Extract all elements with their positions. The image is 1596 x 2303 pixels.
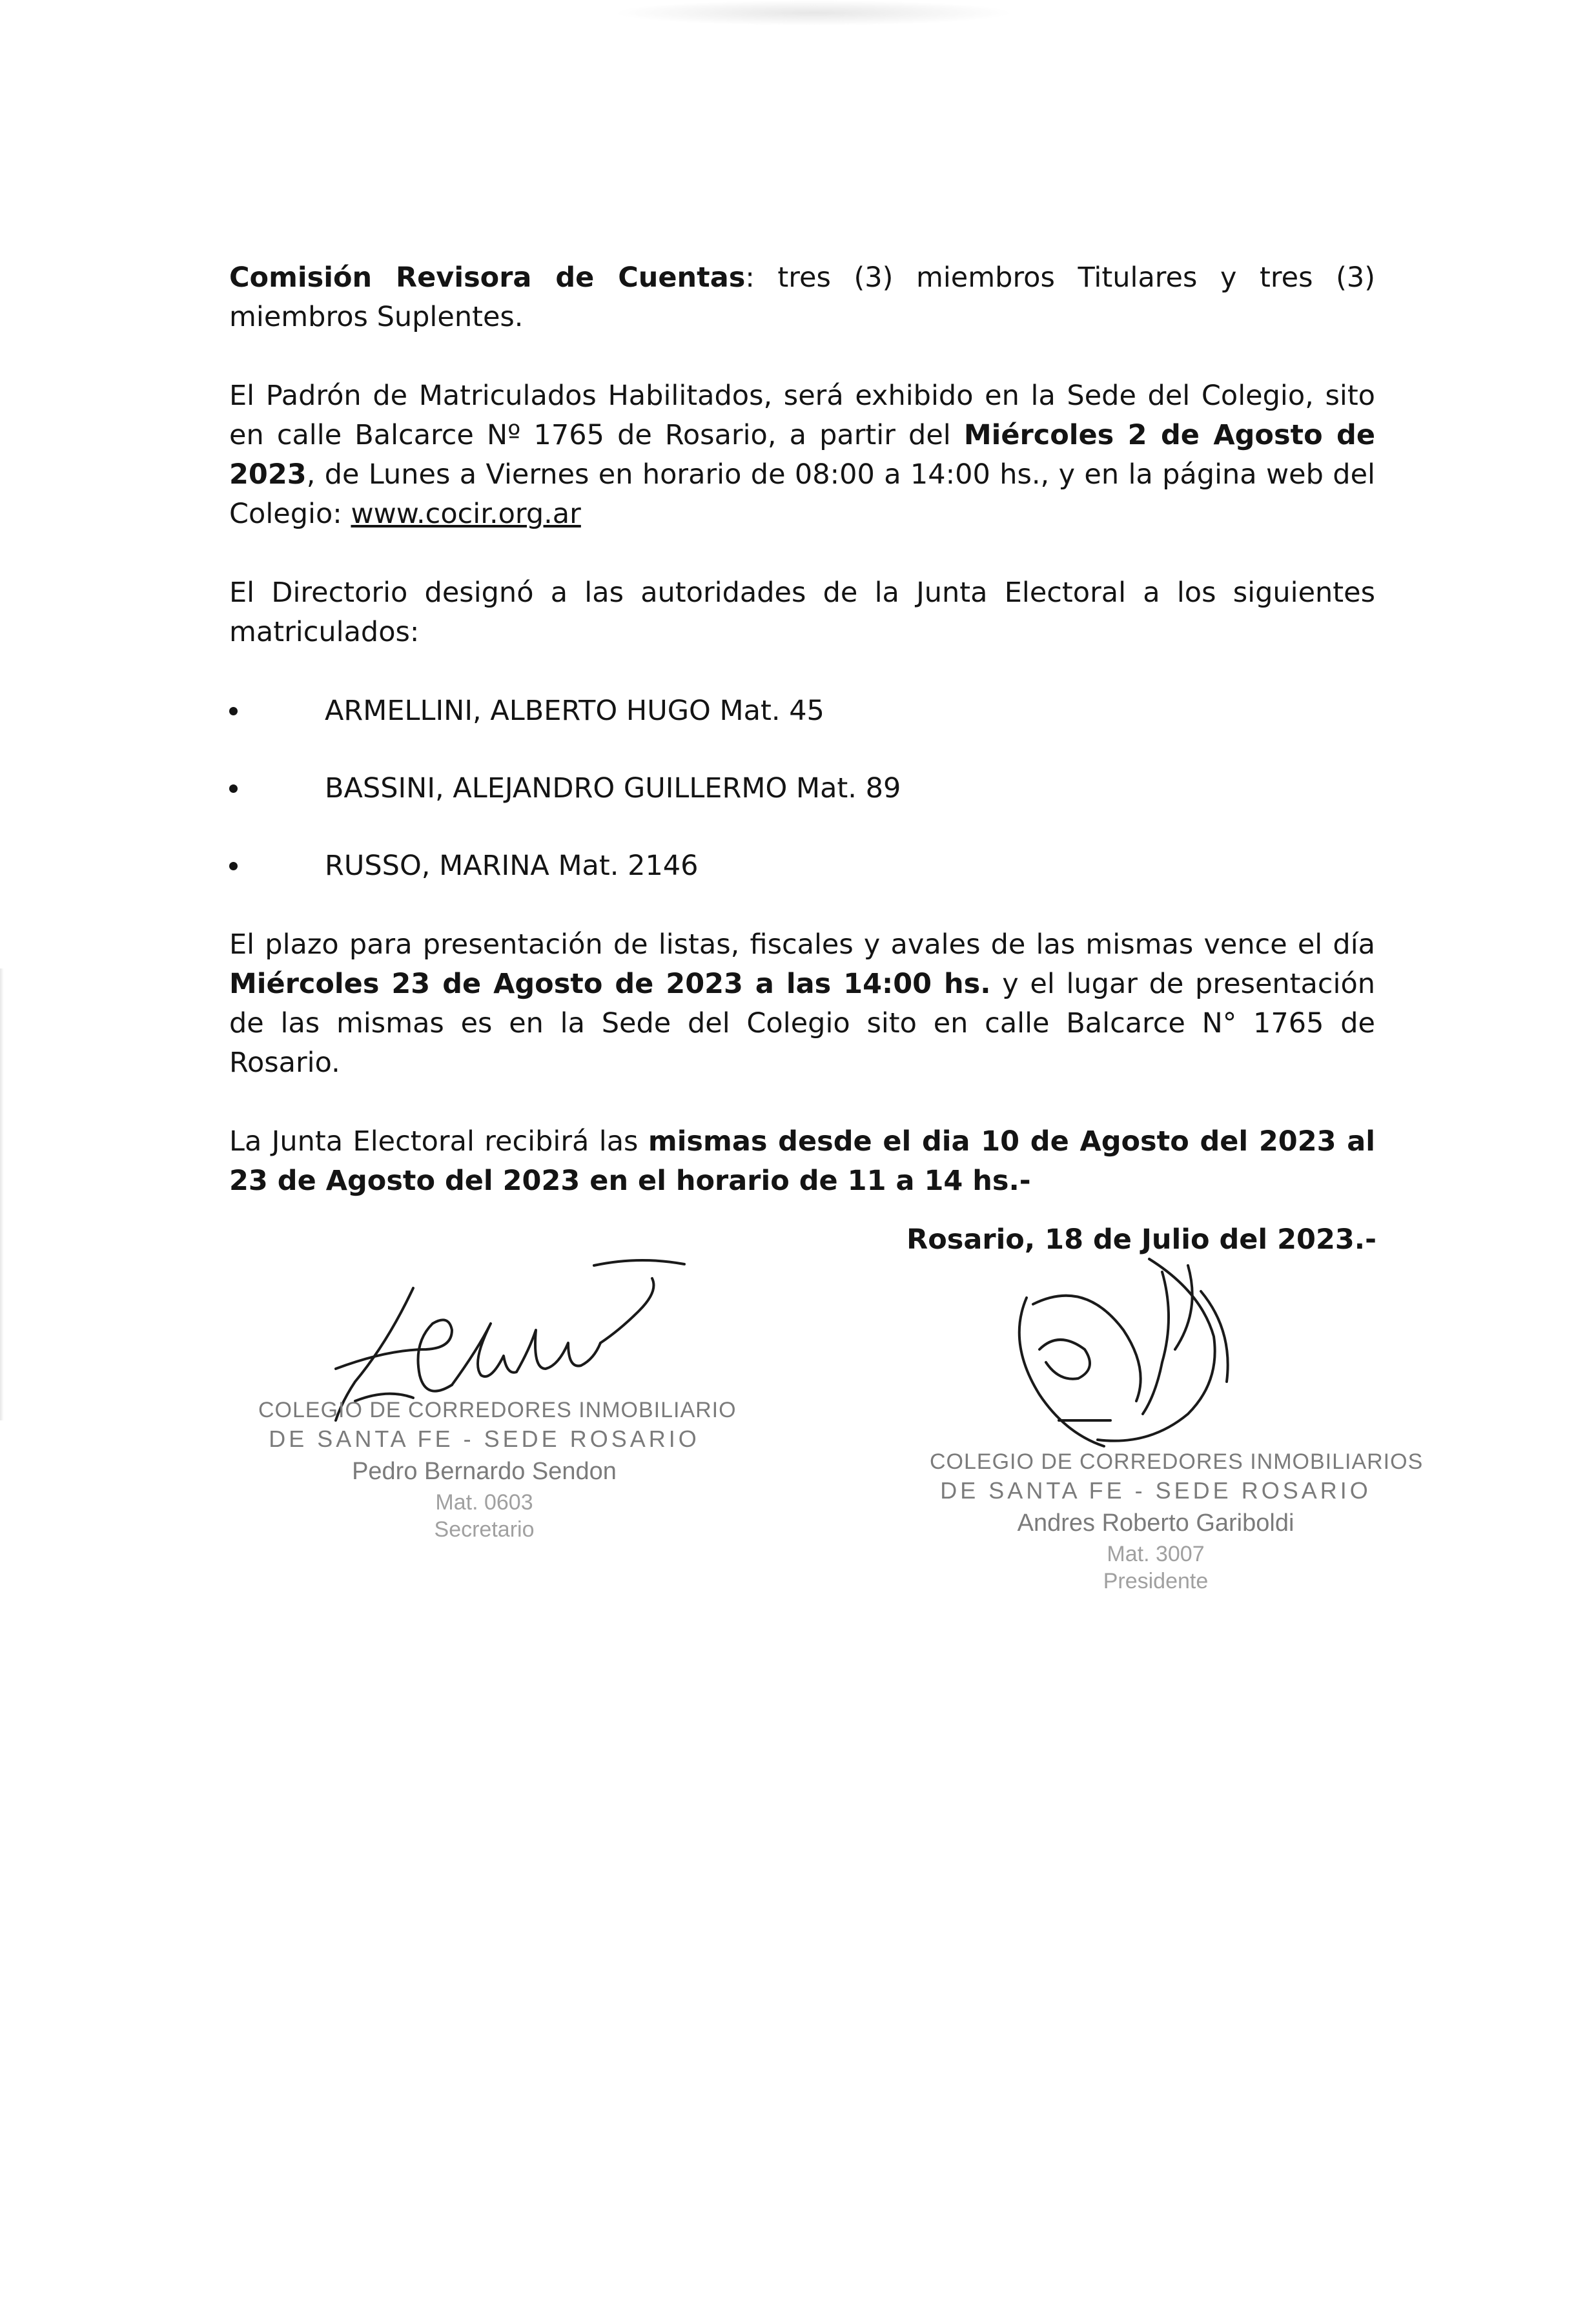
plazo-text-1: El plazo para presentación de listas, fiscales y avales de las mismas vence el día [229,928,1375,961]
handwritten-signature-right [930,1253,1382,1472]
comision-label: Comisión Revisora de Cuentas [229,261,746,294]
scan-artifact-left [0,968,4,1420]
junta-paragraph [229,1122,1375,1201]
signature-block-secretary [258,1253,737,1575]
junta-text-1: La Junta Electoral recibirá las [229,1125,648,1158]
stamp-line-1: COLEGIO DE CORREDORES INMOBILIARIO [258,1398,737,1422]
directorio-paragraph: El Directorio designó a las autoridades de la Junta Electoral a los siguientes matriculados: [229,577,1375,648]
padron-text-1: El Padrón de Matriculados Habilitados, será exhibido en la Sede del Colegio, sito en calle Balcarce Nº 1765 de Rosario, a partir del [229,380,1375,451]
stamp-line-2: DE SANTA FE - SEDE ROSARIO [940,1477,1371,1504]
list-item [229,769,1375,808]
bullet-icon [229,784,238,793]
list-item [229,846,1375,886]
bullet-icon [229,862,238,870]
stamp-line-1: COLEGIO DE CORREDORES INMOBILIARIOS [930,1449,1424,1474]
signer-name: Andres Roberto Gariboldi [1017,1510,1294,1537]
plazo-deadline: Miércoles 23 de Agosto de 2023 a las 14:00 hs. [229,968,991,1000]
signature-block-president [930,1253,1424,1614]
date-line: Rosario, 18 de Julio del 2023.- [906,1223,1376,1256]
signer-name: Pedro Bernardo Sendon [352,1458,617,1485]
member-name: RUSSO, MARINA Mat. 2146 [325,850,699,882]
comision-paragraph [229,258,1375,337]
members-list [229,691,1375,886]
padron-paragraph [229,376,1375,534]
website-link[interactable]: www.cocir.org.ar [351,498,581,530]
stamp-line-2: DE SANTA FE - SEDE ROSARIO [269,1426,700,1452]
signer-registration: Mat. 3007 [1107,1542,1205,1566]
padron-date: Miércoles 2 de Agosto de 2023 [229,419,1375,491]
signer-role: Secretario [434,1517,535,1542]
padron-text-2: , de Lunes a Viernes en horario de 08:00 a 14:00 hs., y en la página web del Colegio: [229,458,1375,530]
signer-role: Presidente [1103,1569,1209,1593]
comision-text: : tres (3) miembros Titulares y tres (3) miembros Suplentes. [229,261,1375,333]
plazo-text-2: y el lugar de presentación de las mismas es en la Sede del Colegio sito en calle Balcarce N° 1765 de Rosario. [229,968,1376,1079]
signer-registration: Mat. 0603 [435,1490,533,1515]
junta-schedule: mismas desde el dia 10 de Agosto del 2023 al 23 de Agosto del 2023 en el horario de 11 a 14 hs.- [229,1125,1375,1197]
scan-artifact-top [613,0,1014,26]
member-name: BASSINI, ALEJANDRO GUILLERMO Mat. 89 [325,772,901,804]
list-item [229,691,1375,731]
document-body [229,258,1375,1201]
bullet-icon [229,707,238,715]
plazo-paragraph [229,925,1375,1083]
member-name: ARMELLINI, ALBERTO HUGO Mat. 45 [325,695,824,727]
